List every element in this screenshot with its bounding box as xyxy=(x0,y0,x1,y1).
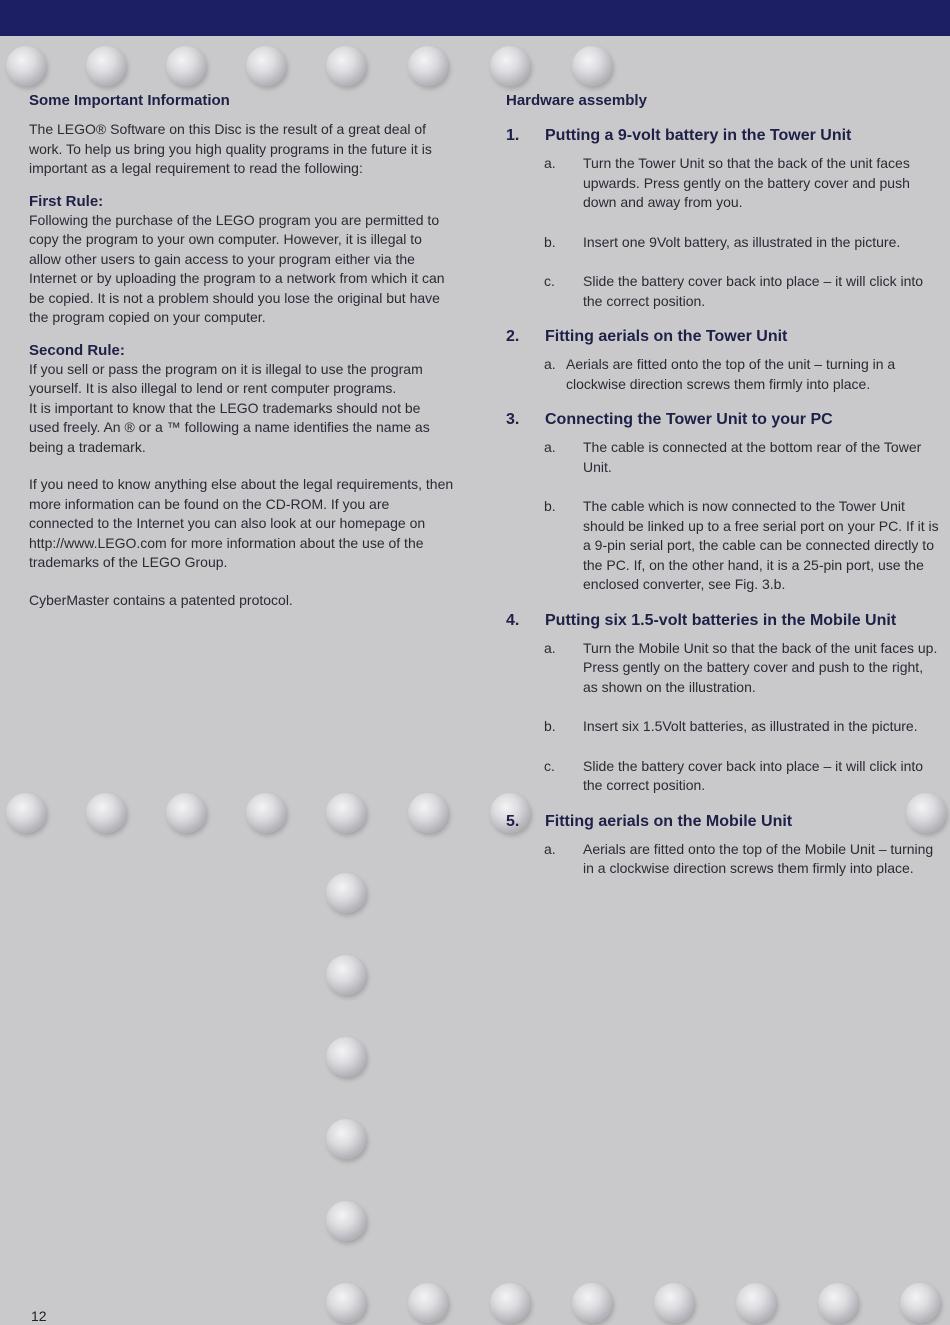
item-text: Insert six 1.5Volt batteries, as illustrated in the picture. xyxy=(583,718,918,734)
stud-decoration xyxy=(572,1283,612,1323)
second-rule-heading: Second Rule: xyxy=(29,341,125,359)
stud-decoration xyxy=(246,793,286,833)
legal-info-paragraph: If you need to know anything else about the legal requirements, then more information can be found on the CD-ROM. If you are connected to the Internet you can also look at our homepage on http://www.LEGO.com for more information about the use of the trademarks of the LEGO Group. xyxy=(29,476,454,570)
step-title: Putting a 9-volt battery in the Tower Unit xyxy=(545,127,852,144)
top-color-band xyxy=(0,0,950,36)
step-item xyxy=(544,717,940,737)
step-heading xyxy=(506,812,940,831)
step-item xyxy=(544,233,940,253)
stud-decoration xyxy=(736,1283,776,1323)
step-item xyxy=(544,840,940,879)
patent-note: CyberMaster contains a patented protocol. xyxy=(29,591,293,608)
trademark-paragraph: It is important to know that the LEGO trademarks should not be used freely. An ® or a ™ following a name identifies the name as being a trademark. xyxy=(29,399,430,455)
item-text: Insert one 9Volt battery, as illustrated in the picture. xyxy=(583,233,901,250)
step-title: Fitting aerials on the Mobile Unit xyxy=(545,812,793,830)
step-heading xyxy=(506,126,940,145)
item-letter: c. xyxy=(544,273,555,289)
stud-decoration xyxy=(408,46,448,86)
item-text: Slide the battery cover back into place – it will click into the correct position. xyxy=(583,273,924,309)
item-text: Turn the Mobile Unit so that the back of the unit faces up. Press gently on the battery cover and push to the right, as shown on the illustration. xyxy=(583,639,938,695)
stud-decoration xyxy=(6,793,46,833)
stud-decoration xyxy=(326,1119,366,1159)
item-text: Aerials are fitted onto the top of the unit – turning in a clockwise direction screws them firmly into place. xyxy=(566,356,896,392)
step-item xyxy=(544,639,940,698)
item-text: Slide the battery cover back into place – it will click into the correct position. xyxy=(583,757,924,793)
item-letter: a. xyxy=(544,639,556,656)
item-letter: c. xyxy=(544,757,555,774)
hardware-assembly-heading: Hardware assembly xyxy=(506,92,647,109)
stud-decoration xyxy=(166,793,206,833)
stud-decoration xyxy=(326,793,366,833)
stud-decoration xyxy=(490,46,530,86)
step-title: Fitting aerials on the Tower Unit xyxy=(545,328,788,345)
important-info-heading: Some Important Information xyxy=(29,92,230,109)
stud-decoration xyxy=(490,1283,530,1323)
step-title: Putting six 1.5-volt batteries in the Mobile Unit xyxy=(545,611,897,629)
step-item xyxy=(544,355,940,394)
stud-decoration xyxy=(900,1283,940,1323)
item-text: The cable is connected at the bottom rear of the Tower Unit. xyxy=(583,439,922,475)
intro-paragraph: The LEGO® Software on this Disc is the result of a great deal of work. To help us bring you high quality programs in the future it is important as a legal requirement to read the following: xyxy=(29,121,432,176)
item-letter: b. xyxy=(544,498,556,514)
step-heading xyxy=(506,611,940,630)
step-item xyxy=(544,497,940,595)
item-letter: a. xyxy=(544,439,556,455)
item-letter: b. xyxy=(544,718,556,734)
stud-decoration xyxy=(654,1283,694,1323)
first-rule-paragraph: Following the purchase of the LEGO program you are permitted to copy the program to your own computer. However, it is illegal to allow other users to gain access to your program either via the Internet or by uploading the program to a network from which it can be copied. It is not a problem should you lose the original but have the program copied on your computer. xyxy=(29,211,445,325)
item-letter: a. xyxy=(544,356,556,372)
item-text: Turn the Tower Unit so that the back of the unit faces upwards. Press gently on the battery cover and push down and away from you. xyxy=(583,155,910,210)
first-rule-heading: First Rule: xyxy=(29,192,104,210)
step-number: 5. xyxy=(506,812,520,830)
stud-decoration xyxy=(326,46,366,86)
stud-decoration xyxy=(408,793,448,833)
stud-decoration xyxy=(246,46,286,86)
stud-decoration xyxy=(818,1283,858,1323)
step-item xyxy=(544,757,940,796)
step-number: 2. xyxy=(506,328,520,345)
stud-decoration xyxy=(86,46,126,86)
step-heading xyxy=(506,410,940,429)
item-letter: b. xyxy=(544,233,556,250)
step-number: 4. xyxy=(506,611,520,629)
important-info-column xyxy=(29,92,454,610)
stud-decoration xyxy=(6,46,46,86)
hardware-assembly-column xyxy=(506,92,940,879)
step-item xyxy=(544,438,940,477)
stud-decoration xyxy=(166,46,206,86)
stud-decoration xyxy=(408,1283,448,1323)
stud-decoration xyxy=(326,873,366,913)
stud-decoration xyxy=(326,1283,366,1323)
item-text: Aerials are fitted onto the top of the Mobile Unit – turning in a clockwise direction screws them firmly into place. xyxy=(583,840,934,876)
step-title: Connecting the Tower Unit to your PC xyxy=(545,411,833,428)
item-letter: a. xyxy=(544,840,556,857)
stud-decoration xyxy=(572,46,612,86)
step-number: 1. xyxy=(506,127,520,144)
stud-decoration xyxy=(326,1037,366,1077)
item-letter: a. xyxy=(544,155,556,171)
step-number: 3. xyxy=(506,411,520,428)
item-text: The cable which is now connected to the Tower Unit should be linked up to a free serial port on your PC. If it is a 9-pin serial port, the cable can be connected directly to the PC. If, on the other hand, it is a 25-pin port, use the enclosed converter, see Fig. 3.b. xyxy=(583,498,939,592)
page-number: 12 xyxy=(31,1308,47,1324)
stud-decoration xyxy=(326,1201,366,1241)
stud-decoration xyxy=(86,793,126,833)
second-rule-paragraph: If you sell or pass the program on it is illegal to use the program yourself. It is also illegal to lend or rent computer programs. xyxy=(29,360,423,396)
step-item xyxy=(544,154,940,213)
step-heading xyxy=(506,327,940,346)
step-item xyxy=(544,272,940,311)
stud-decoration xyxy=(326,955,366,995)
